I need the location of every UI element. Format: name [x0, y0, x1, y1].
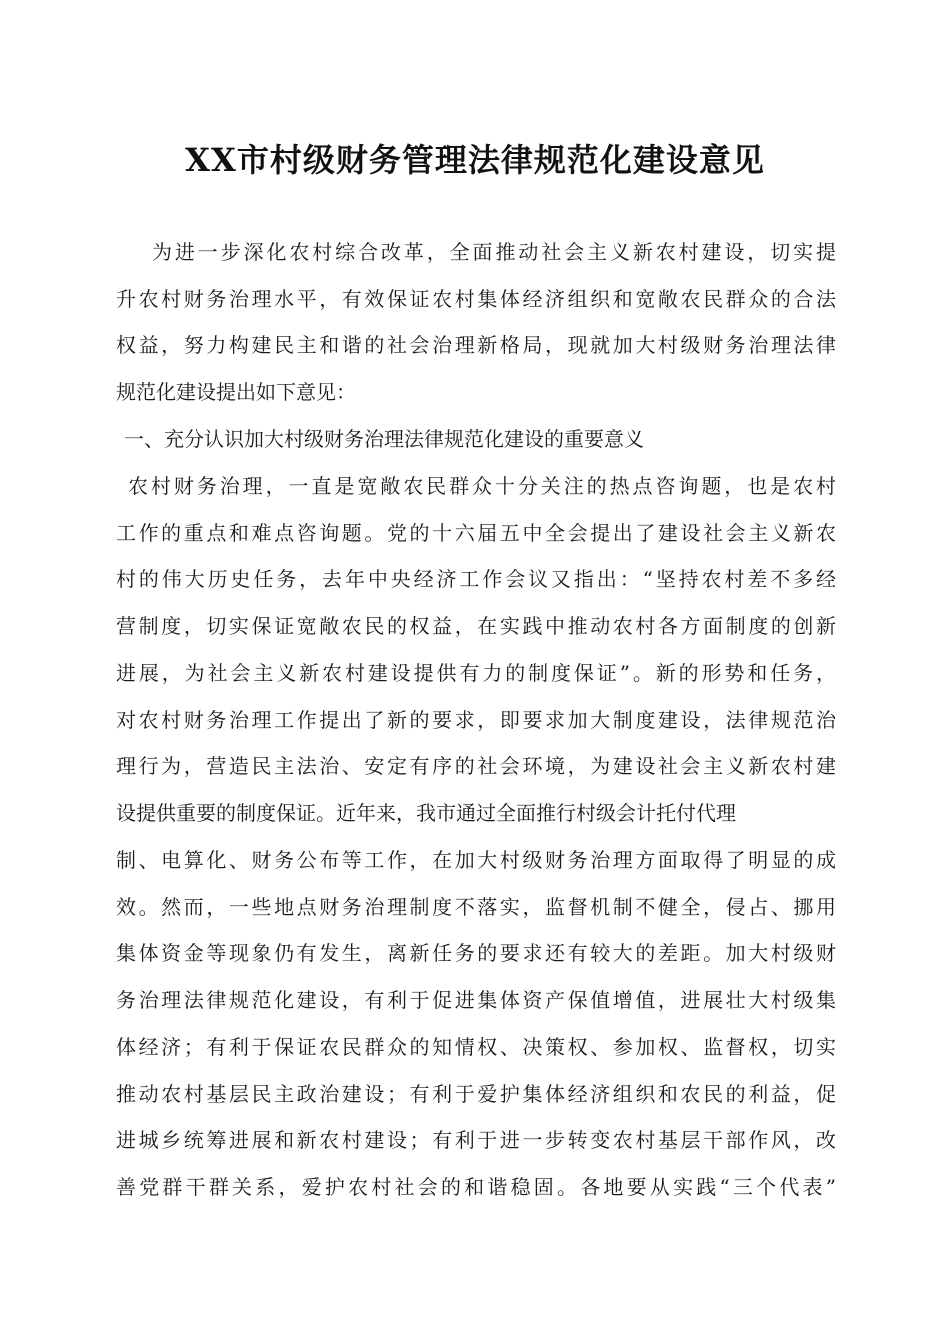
paragraph-line: 工作的重点和难点咨询题。党的十六届五中全会提出了建设社会主义新农	[116, 521, 836, 545]
section-heading: 一、充分认识加大村级财务治理法律规范化建设的重要意义	[124, 427, 644, 451]
paragraph-line: 进展，为社会主义新农村建设提供有力的制度保证”。新的形势和任务，	[116, 661, 836, 685]
paragraph-line: 推动农村基层民主政治建设；有利于爱护集体经济组织和农民的利益，促	[116, 1082, 836, 1106]
paragraph-line: 营制度，切实保证宽敞农民的权益，在实践中推动农村各方面制度的创新	[116, 614, 836, 638]
paragraph-line: 设提供重要的制度保证。近年来，我市通过全面推行村级会计托付代理	[116, 801, 736, 825]
paragraph-line: 体经济；有利于保证农民群众的知情权、决策权、参加权、监督权，切实	[116, 1035, 836, 1059]
paragraph-line: 善党群干群关系，爱护农村社会的和谐稳固。各地要从实践“三个代表”	[116, 1175, 836, 1199]
paragraph-line: 务治理法律规范化建设，有利于促进集体资产保值增值，进展壮大村级集	[116, 988, 836, 1012]
paragraph-line: 升农村财务治理水平，有效保证农村集体经济组织和宽敞农民群众的合法	[116, 287, 836, 311]
paragraph-line: 规范化建设提出如下意见：	[116, 380, 356, 404]
paragraph-line: 对农村财务治理工作提出了新的要求，即要求加大制度建设，法律规范治	[116, 708, 836, 732]
paragraph-line: 为进一步深化农村综合改革，全面推动社会主义新农村建设，切实提	[152, 240, 836, 264]
paragraph-line: 理行为，营造民主法治、安定有序的社会环境，为建设社会主义新农村建	[116, 754, 836, 778]
paragraph-line: 农村财务治理，一直是宽敞农民群众十分关注的热点咨询题，也是农村	[128, 474, 836, 498]
paragraph-line: 权益，努力构建民主和谐的社会治理新格局，现就加大村级财务治理法律	[116, 333, 836, 357]
document-title: XX市村级财务管理法律规范化建设意见	[185, 141, 765, 179]
paragraph-line: 效。然而，一些地点财务治理制度不落实，监督机制不健全，侵占、挪用	[116, 895, 836, 919]
paragraph-line: 村的伟大历史任务，去年中央经济工作会议又指出：“坚持农村差不多经	[116, 567, 836, 591]
paragraph-line: 制、电算化、财务公布等工作，在加大村级财务治理方面取得了明显的成	[116, 848, 836, 872]
paragraph-line: 进城乡统筹进展和新农村建设；有利于进一步转变农村基层干部作风，改	[116, 1128, 836, 1152]
paragraph-line: 集体资金等现象仍有发生，离新任务的要求还有较大的差距。加大村级财	[116, 941, 836, 965]
